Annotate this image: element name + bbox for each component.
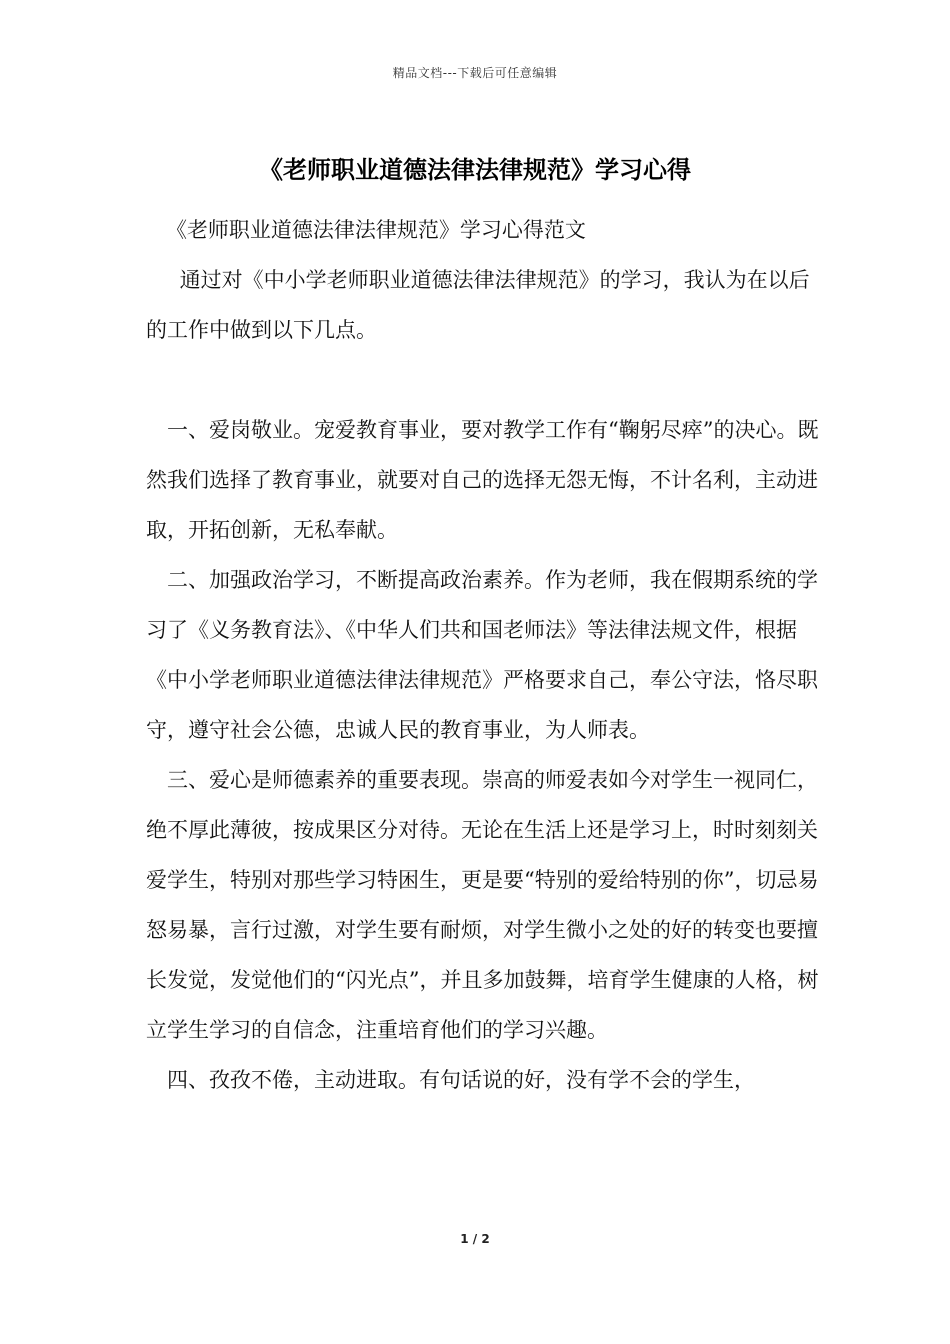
document-body bbox=[146, 205, 826, 1105]
header-note: 精品文档---下载后可任意编辑 bbox=[392, 66, 558, 80]
paragraph-2: 二、加强政治学习，不断提高政治素养。作为老师，我在假期系统的学习了《义务教育法》、《中华人们共和国老师法》等法律法规文件，根据《中小学老师职业道德法律法律规范》严格要求自己，奉公守法，恪尽职守，遵守社会公德，忠诚人民的教育事业，为人师表。 bbox=[146, 568, 818, 742]
page-number: 1 / 2 bbox=[460, 1232, 490, 1246]
document-subtitle: 《老师职业道德法律法律规范》学习心得范文 bbox=[165, 218, 586, 242]
paragraph-intro: 通过对《中小学老师职业道德法律法律规范》的学习，我认为在以后的工作中做到以下几点。 bbox=[146, 268, 810, 342]
paragraph-4: 四、孜孜不倦，主动进取。有句话说的好，没有学不会的学生， bbox=[167, 1068, 755, 1092]
paragraph-1: 一、爱岗敬业。宠爱教育事业，要对教学工作有“鞠躬尽瘁”的决心。既然我们选择了教育事业，就要对自己的选择无怨无悔，不计名利，主动进取，开拓创新，无私奉献。 bbox=[146, 418, 819, 542]
paragraph-spacer bbox=[146, 355, 826, 405]
paragraph-3: 三、爱心是师德素养的重要表现。崇高的师爱表如今对学生一视同仁，绝不厚此薄彼，按成果区分对待。无论在生活上还是学习上，时时刻刻关爱学生，特别对那些学习特困生，更是要“特别的爱给特别的你”，切忌易怒易暴，言行过激，对学生要有耐烦，对学生微小之处的好的转变也要擅长发觉，发觉他们的“闪光点”，并且多加鼓舞，培育学生健康的人格，树立学生学习的自信念，注重培育他们的学习兴趣。 bbox=[146, 768, 819, 1042]
document-title: 《老师职业道德法律法律规范》学习心得 bbox=[259, 156, 691, 184]
